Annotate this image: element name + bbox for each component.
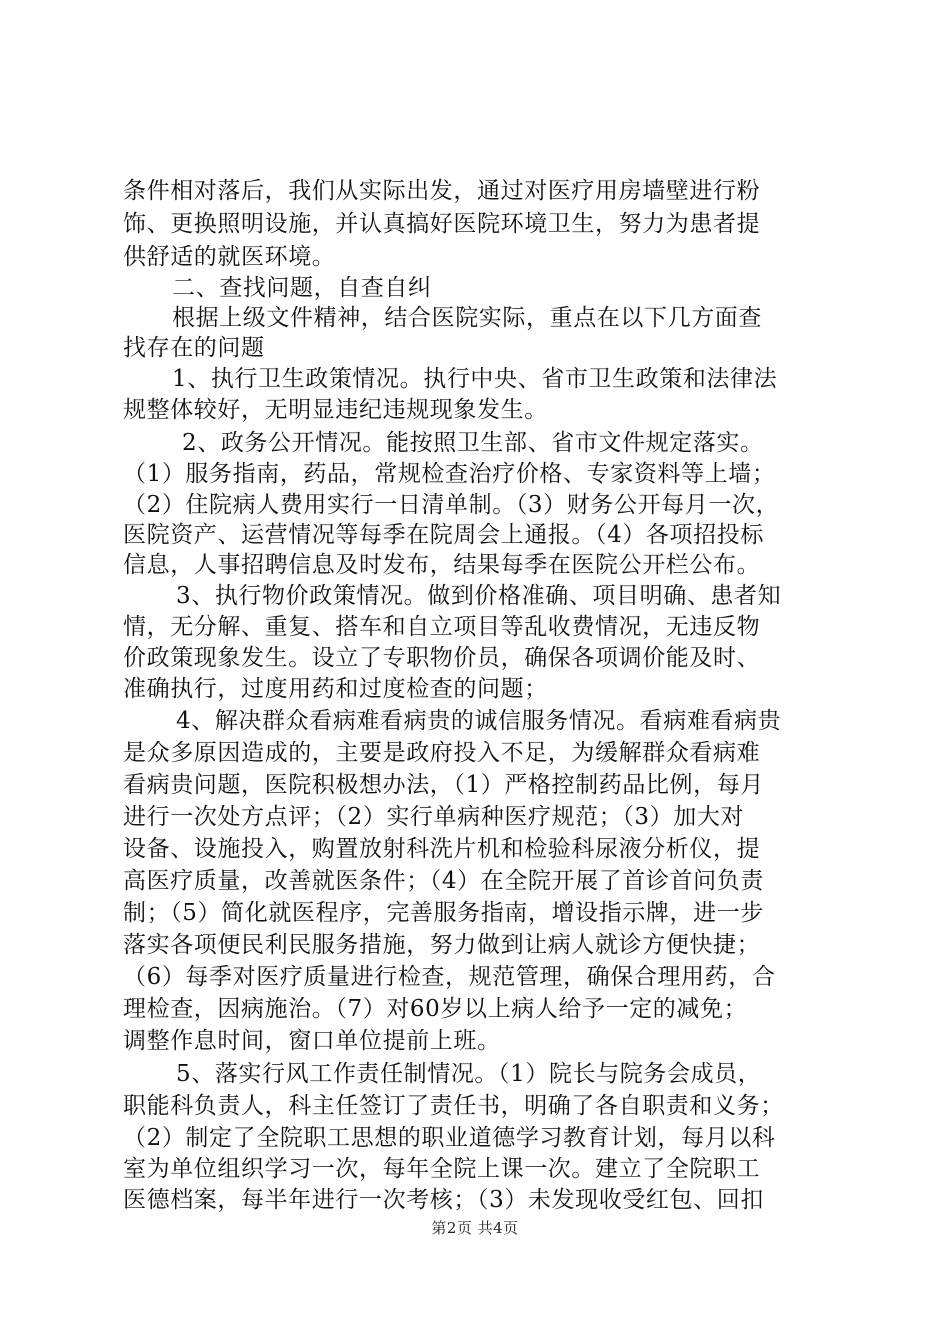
text-line: 理检查，因病施治。（7）对60岁以上病人给予一定的减免； <box>123 996 748 1022</box>
section-heading: 二、查找问题，自查自纠 <box>172 275 432 301</box>
page-footer: 第2页 共4页 <box>431 1219 519 1237</box>
text-line: 找存在的问题 <box>123 335 265 361</box>
text-line: 规整体较好，无明显违纪违规现象发生。 <box>123 397 548 423</box>
text-line: 高医疗质量，改善就医条件；（4）在全院开展了首诊首问负责 <box>123 868 764 894</box>
text-line: 是众多原因造成的，主要是政府投入不足，为缓解群众看病难 <box>123 740 761 766</box>
text-line: 3、执行物价政策情况。做到价格准确、项目明确、患者知 <box>176 583 782 609</box>
text-line: （1）服务指南，药品，常规检查治疗价格、专家资料等上墙； <box>123 461 776 487</box>
text-line: 医院资产、运营情况等每季在院周会上通报。（4）各项招投标 <box>123 522 764 548</box>
text-line: 准确执行，过度用药和过度检查的问题； <box>123 676 548 702</box>
text-line: 看病贵问题，医院积极想办法，（1）严格控制药品比例，每月 <box>123 772 764 798</box>
text-line: 根据上级文件精神，结合医院实际，重点在以下几方面查 <box>172 305 762 331</box>
text-line: 室为单位组织学习一次，每年全院上课一次。建立了全院职工 <box>123 1156 761 1182</box>
text-line: 制；（5）简化就医程序，完善服务指南，增设指示牌，进一步 <box>123 900 764 926</box>
text-line: （2）住院病人费用实行一日清单制。（3）财务公开每月一次， <box>123 492 780 518</box>
text-line: 进行一次处方点评；（2）实行单病种医疗规范；（3）加大对 <box>123 804 745 830</box>
text-line: （6）每季对医疗质量进行检查，规范管理，确保合理用药，合 <box>123 964 776 990</box>
text-line: 5、落实行风工作责任制情况。（1）院长与院务会成员， <box>176 1061 762 1087</box>
text-line: 1、执行卫生政策情况。执行中央、省市卫生政策和法律法 <box>172 366 778 392</box>
text-line: 落实各项便民利民服务措施，努力做到让病人就诊方便快捷； <box>123 932 761 958</box>
text-line: 医德档案，每半年进行一次考核；（3）未发现收受红包、回扣 <box>123 1187 764 1213</box>
text-line: 职能科负责人，科主任签订了责任书，明确了各自职责和义务； <box>123 1093 784 1119</box>
text-line: 2、政务公开情况。能按照卫生部、省市文件规定落实。 <box>182 430 764 456</box>
text-line: 条件相对落后，我们从实际出发，通过对医疗用房墙壁进行粉 <box>123 178 761 204</box>
text-line: 4、解决群众看病难看病贵的诚信服务情况。看病难看病贵 <box>176 708 782 734</box>
text-line: 供舒适的就医环境。 <box>123 244 336 270</box>
text-line: 情，无分解、重复、搭车和自立项目等乱收费情况，无违反物 <box>123 614 761 640</box>
text-line: 饰、更换照明设施，并认真搞好医院环境卫生，努力为患者提 <box>123 211 761 237</box>
text-line: 设备、设施投入，购置放射科洗片机和检验科尿液分析仪，提 <box>123 836 761 862</box>
text-line: （2）制定了全院职工思想的职业道德学习教育计划，每月以科 <box>123 1125 776 1151</box>
text-line: 调整作息时间，窗口单位提前上班。 <box>123 1028 501 1054</box>
text-line: 信息，人事招聘信息及时发布，结果每季在医院公开栏公布。 <box>123 552 761 578</box>
text-line: 价政策现象发生。设立了专职物价员，确保各项调价能及时、 <box>123 645 761 671</box>
